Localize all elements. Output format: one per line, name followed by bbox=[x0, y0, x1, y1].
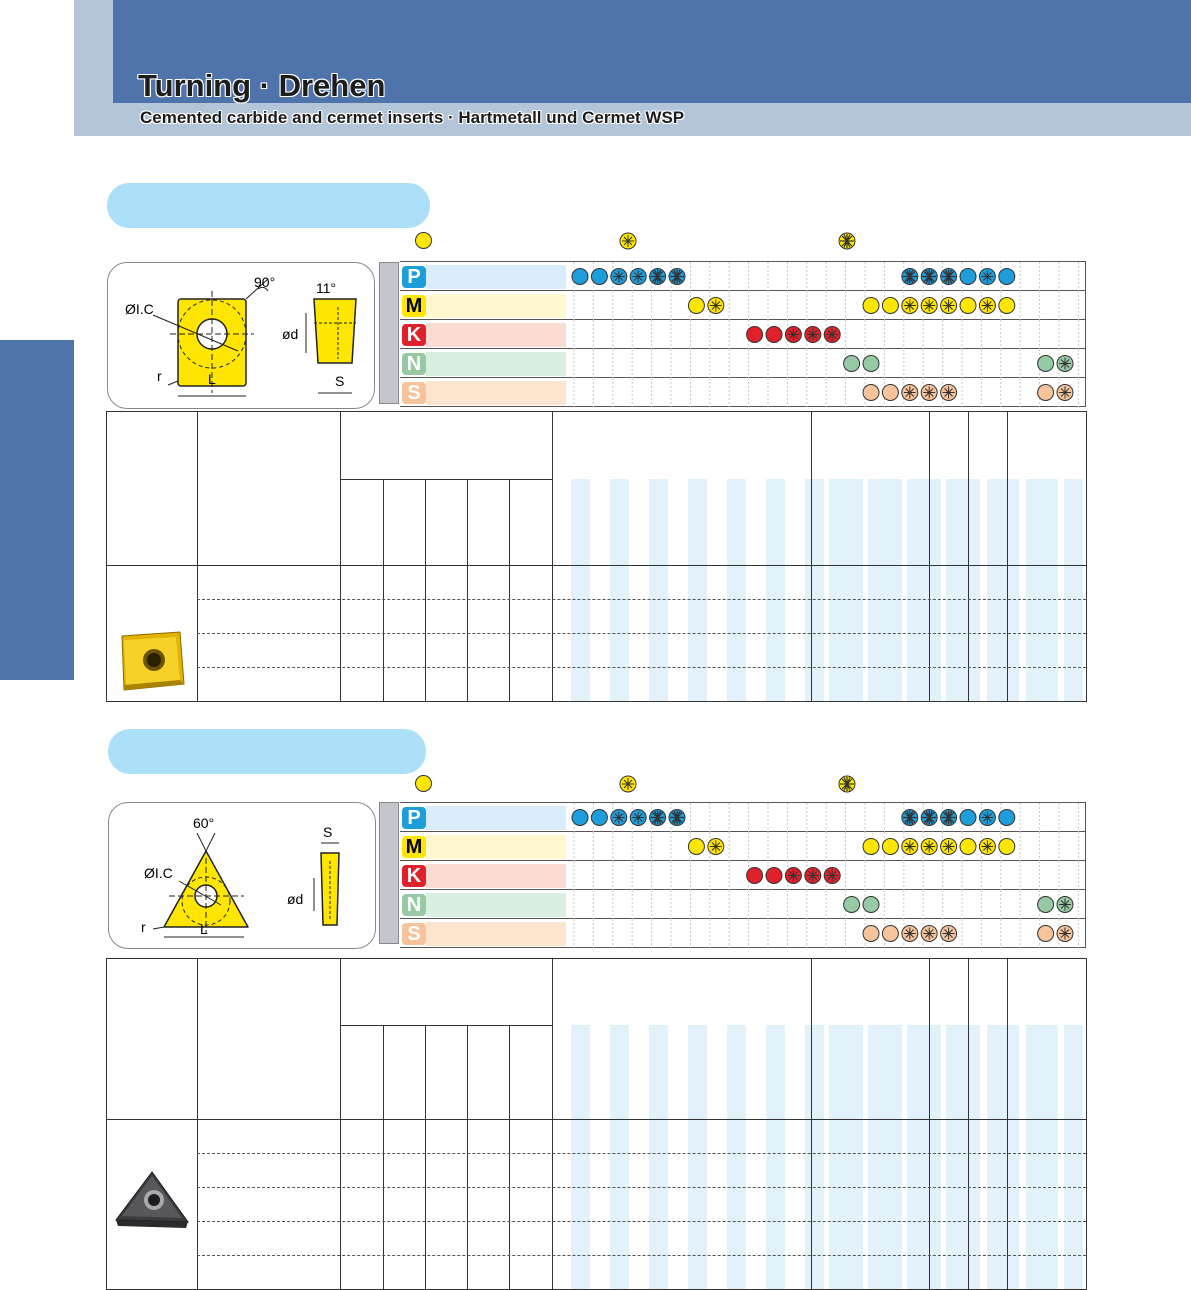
section-1-heading-pill bbox=[107, 183, 430, 228]
hole-diameter-label: ød bbox=[282, 326, 299, 342]
material-ticks bbox=[566, 349, 1086, 378]
material-label-bg bbox=[426, 922, 566, 946]
material-label-bg bbox=[426, 893, 566, 917]
table-column-divider bbox=[929, 959, 930, 1289]
page-title: Turning · Drehen bbox=[138, 68, 386, 103]
material-ticks bbox=[566, 803, 1086, 832]
table-column-divider bbox=[425, 1025, 426, 1289]
material-letter-p: P bbox=[402, 807, 426, 829]
table-row-divider bbox=[197, 633, 1086, 634]
section-1-product-table bbox=[106, 411, 1087, 702]
filled-circle-icon bbox=[415, 775, 432, 792]
square-insert-photo bbox=[118, 630, 186, 692]
table-row-divider bbox=[197, 1187, 1086, 1188]
table-row-divider bbox=[197, 599, 1086, 600]
table-column-divider bbox=[811, 412, 812, 701]
thickness-label: S bbox=[323, 824, 333, 840]
material-ticks bbox=[566, 291, 1086, 320]
table-body-divider bbox=[107, 1119, 1086, 1120]
table-column-divider bbox=[340, 959, 341, 1289]
table-column-stripe bbox=[727, 1025, 746, 1289]
length-label: L bbox=[208, 371, 216, 387]
angle-side-label: 11° bbox=[316, 280, 337, 296]
material-ticks bbox=[566, 832, 1086, 861]
table-column-stripe bbox=[907, 1025, 926, 1289]
material-ticks bbox=[566, 320, 1086, 349]
material-row-p bbox=[400, 262, 1086, 291]
material-label-bg bbox=[426, 294, 566, 318]
material-label-bg bbox=[426, 352, 566, 376]
material-row-m bbox=[400, 291, 1086, 320]
material-ticks bbox=[566, 378, 1086, 407]
section-2-product-table bbox=[106, 958, 1087, 1290]
material-letter-m: M bbox=[402, 295, 426, 317]
table-row-divider bbox=[197, 1255, 1086, 1256]
material-letter-n: N bbox=[402, 894, 426, 916]
inscribed-circle-label: ØI.C bbox=[144, 865, 173, 881]
table-column-divider bbox=[929, 412, 930, 701]
table-column-divider bbox=[1007, 412, 1008, 701]
material-label-bg bbox=[426, 323, 566, 347]
star-circle-icon bbox=[838, 232, 856, 250]
section-1-material-grid bbox=[400, 261, 1086, 407]
section-2-grid-tab bbox=[379, 802, 399, 944]
table-column-stripe bbox=[688, 1025, 707, 1289]
material-label-bg bbox=[426, 265, 566, 289]
table-column-divider bbox=[383, 1025, 384, 1289]
material-row-p bbox=[400, 803, 1086, 832]
material-letter-p: P bbox=[402, 266, 426, 288]
angle-top-label: 60° bbox=[193, 815, 215, 831]
table-column-stripe bbox=[766, 1025, 785, 1289]
material-label-bg bbox=[426, 381, 566, 405]
table-column-divider bbox=[552, 959, 553, 1289]
corner-radius-label: r bbox=[157, 368, 162, 384]
length-label: L bbox=[200, 921, 208, 937]
material-ticks bbox=[566, 861, 1086, 890]
table-column-divider bbox=[1007, 959, 1008, 1289]
material-row-k bbox=[400, 320, 1086, 349]
material-row-k bbox=[400, 861, 1086, 890]
table-column-stripe bbox=[805, 1025, 824, 1289]
hole-diameter-label: ød bbox=[287, 891, 304, 907]
table-column-stripe bbox=[571, 1025, 590, 1289]
table-column-divider bbox=[340, 412, 341, 701]
material-letter-k: K bbox=[402, 324, 426, 346]
half-star-circle-icon bbox=[619, 775, 637, 793]
angle-top-label: 90° bbox=[254, 274, 276, 290]
table-column-stripe bbox=[649, 1025, 668, 1289]
material-ticks bbox=[566, 919, 1086, 948]
side-tab-bar bbox=[0, 340, 74, 680]
section-1-insert-diagram bbox=[107, 262, 375, 409]
triangle-insert-photo bbox=[112, 1168, 192, 1230]
material-ticks bbox=[566, 262, 1086, 291]
table-row-divider bbox=[197, 1153, 1086, 1154]
table-column-divider bbox=[552, 412, 553, 701]
table-column-stripe bbox=[949, 1025, 969, 1289]
star-circle-icon bbox=[838, 775, 856, 793]
half-star-circle-icon bbox=[619, 232, 637, 250]
table-column-divider bbox=[811, 959, 812, 1289]
material-row-n bbox=[400, 349, 1086, 378]
filled-circle-icon bbox=[415, 232, 432, 249]
material-letter-s: S bbox=[402, 923, 426, 945]
table-row-divider bbox=[197, 667, 1086, 668]
table-column-divider bbox=[509, 1025, 510, 1289]
material-label-bg bbox=[426, 835, 566, 859]
table-header-divider bbox=[340, 1025, 552, 1026]
thickness-label: S bbox=[335, 373, 345, 389]
material-letter-k: K bbox=[402, 865, 426, 887]
table-body-divider bbox=[107, 565, 1086, 566]
table-column-stripe bbox=[868, 1025, 887, 1289]
table-row-divider bbox=[197, 1221, 1086, 1222]
table-column-divider bbox=[197, 412, 198, 701]
material-letter-m: M bbox=[402, 836, 426, 858]
material-row-n bbox=[400, 890, 1086, 919]
material-label-bg bbox=[426, 864, 566, 888]
table-column-stripe bbox=[610, 1025, 629, 1289]
table-column-divider bbox=[197, 959, 198, 1289]
material-letter-n: N bbox=[402, 353, 426, 375]
corner-radius-label: r bbox=[141, 919, 146, 935]
table-header-divider bbox=[340, 479, 552, 480]
material-row-s bbox=[400, 378, 1086, 407]
table-column-stripe bbox=[987, 1025, 1007, 1289]
table-column-stripe bbox=[1026, 1025, 1045, 1289]
material-row-m bbox=[400, 832, 1086, 861]
inscribed-circle-label: ØI.C bbox=[125, 301, 154, 317]
table-column-divider bbox=[968, 959, 969, 1289]
section-2-material-grid bbox=[400, 802, 1086, 948]
material-letter-s: S bbox=[402, 382, 426, 404]
table-column-divider bbox=[467, 1025, 468, 1289]
material-label-bg bbox=[426, 806, 566, 830]
page-subtitle: Cemented carbide and cermet inserts · Hartmetall und Cermet WSP bbox=[140, 108, 685, 127]
material-row-s bbox=[400, 919, 1086, 948]
section-2-insert-diagram bbox=[108, 802, 376, 949]
material-ticks bbox=[566, 890, 1086, 919]
table-column-stripe bbox=[829, 1025, 848, 1289]
section-2-heading-pill bbox=[108, 729, 426, 774]
table-column-divider bbox=[968, 412, 969, 701]
section-1-grid-tab bbox=[379, 262, 399, 404]
table-column-stripe bbox=[1064, 1025, 1083, 1289]
